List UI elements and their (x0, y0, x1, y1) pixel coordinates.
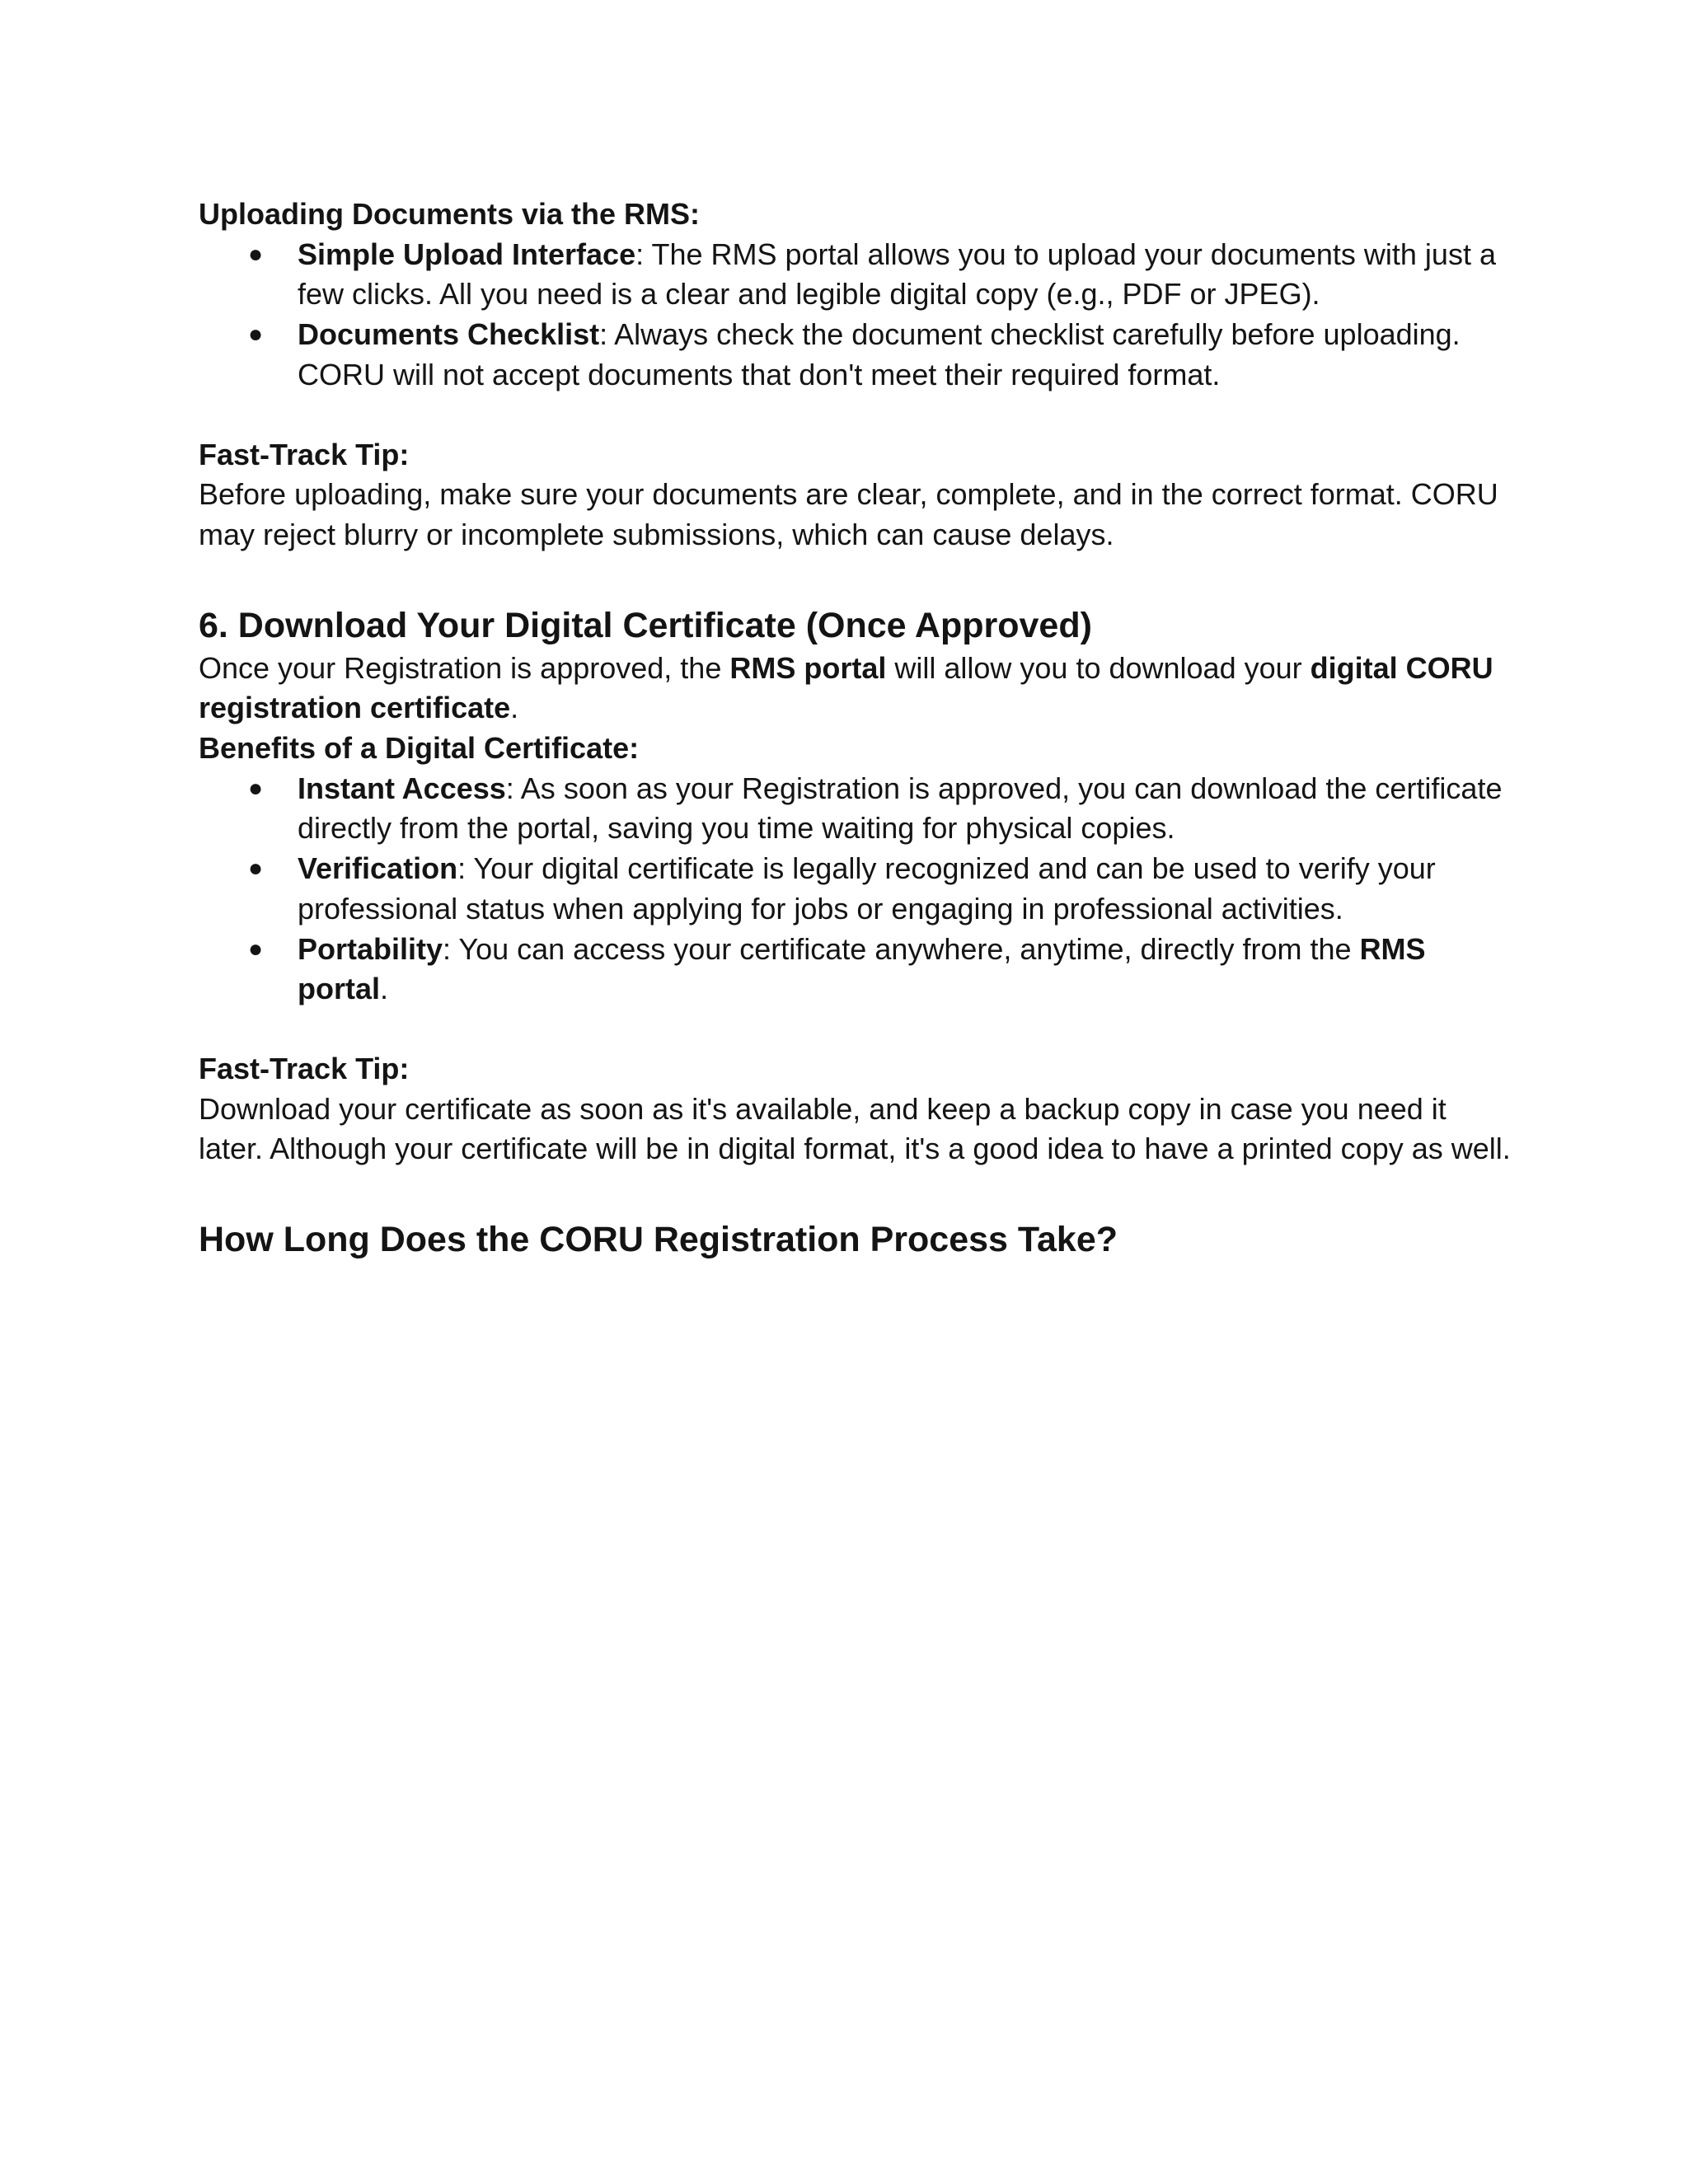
list-item-text: : Always check the document checklist carefully before uploading. CORU will not accept documents that don't meet their required format. (298, 317, 1461, 391)
upload-tip-heading: Fast-Track Tip: (199, 437, 410, 471)
download-section-heading: 6. Download Your Digital Certificate (Once Approved) (199, 605, 1092, 645)
list-item (199, 849, 1517, 929)
upload-list (199, 235, 1517, 396)
intro-bold: digital CORU registration certificate (199, 650, 1493, 725)
list-item-term: Verification (298, 851, 458, 886)
intro-text: . (510, 691, 519, 725)
document-page (199, 194, 1517, 1263)
upload-section-heading: Uploading Documents via the RMS: (199, 197, 701, 231)
list-item-text: : As soon as your Registration is approved, you can download the certificate directly from the portal, saving you time waiting for physical copies. (298, 771, 1503, 846)
list-item (199, 769, 1517, 849)
list-item-text: : Your digital certificate is legally recognized and can be used to verify your professional status when applying for jobs or engaging in professional activities. (298, 851, 1436, 926)
benefits-heading: Benefits of a Digital Certificate: (199, 731, 640, 766)
download-tip-text: Download your certificate as soon as it's available, and keep a backup copy in case you need it later. Although your certificate will be in digital format, it's a good idea to have a printed copy as well. (199, 1091, 1511, 1166)
list-item (199, 315, 1517, 395)
intro-bold: RMS portal (729, 650, 887, 685)
duration-section-heading: How Long Does the CORU Registration Process Take? (199, 1220, 1118, 1260)
list-item (199, 930, 1517, 1010)
list-item-text: : You can access your certificate anywhere, anytime, directly from the (443, 931, 1360, 966)
download-tip-heading: Fast-Track Tip: (199, 1051, 410, 1085)
bullet-icon: ● (248, 855, 264, 883)
upload-tip-text: Before uploading, make sure your documents are clear, complete, and in the correct format. CORU may reject blurry or incomplete submissions, which can cause delays. (199, 477, 1498, 551)
bullet-icon: ● (248, 240, 264, 268)
download-intro (199, 649, 1517, 729)
list-item-term: Portability (298, 931, 443, 966)
benefits-list (199, 769, 1517, 1010)
list-item-text: : The RMS portal allows you to upload your documents with just a few clicks. All you need is a clear and legible digital copy (e.g., PDF or JPEG). (298, 237, 1496, 312)
list-item-bold: RMS portal (298, 931, 1426, 1006)
list-item-term: Documents Checklist (298, 317, 600, 352)
intro-text: Once your Registration is approved, the (199, 650, 730, 685)
list-item-text: . (380, 972, 389, 1006)
list-item-term: Instant Access (298, 771, 506, 805)
intro-text: will allow you to download your (886, 650, 1311, 685)
bullet-icon: ● (248, 774, 264, 802)
bullet-icon: ● (248, 321, 264, 349)
list-item (199, 235, 1517, 315)
list-item-term: Simple Upload Interface (298, 237, 636, 271)
bullet-icon: ● (248, 935, 264, 963)
